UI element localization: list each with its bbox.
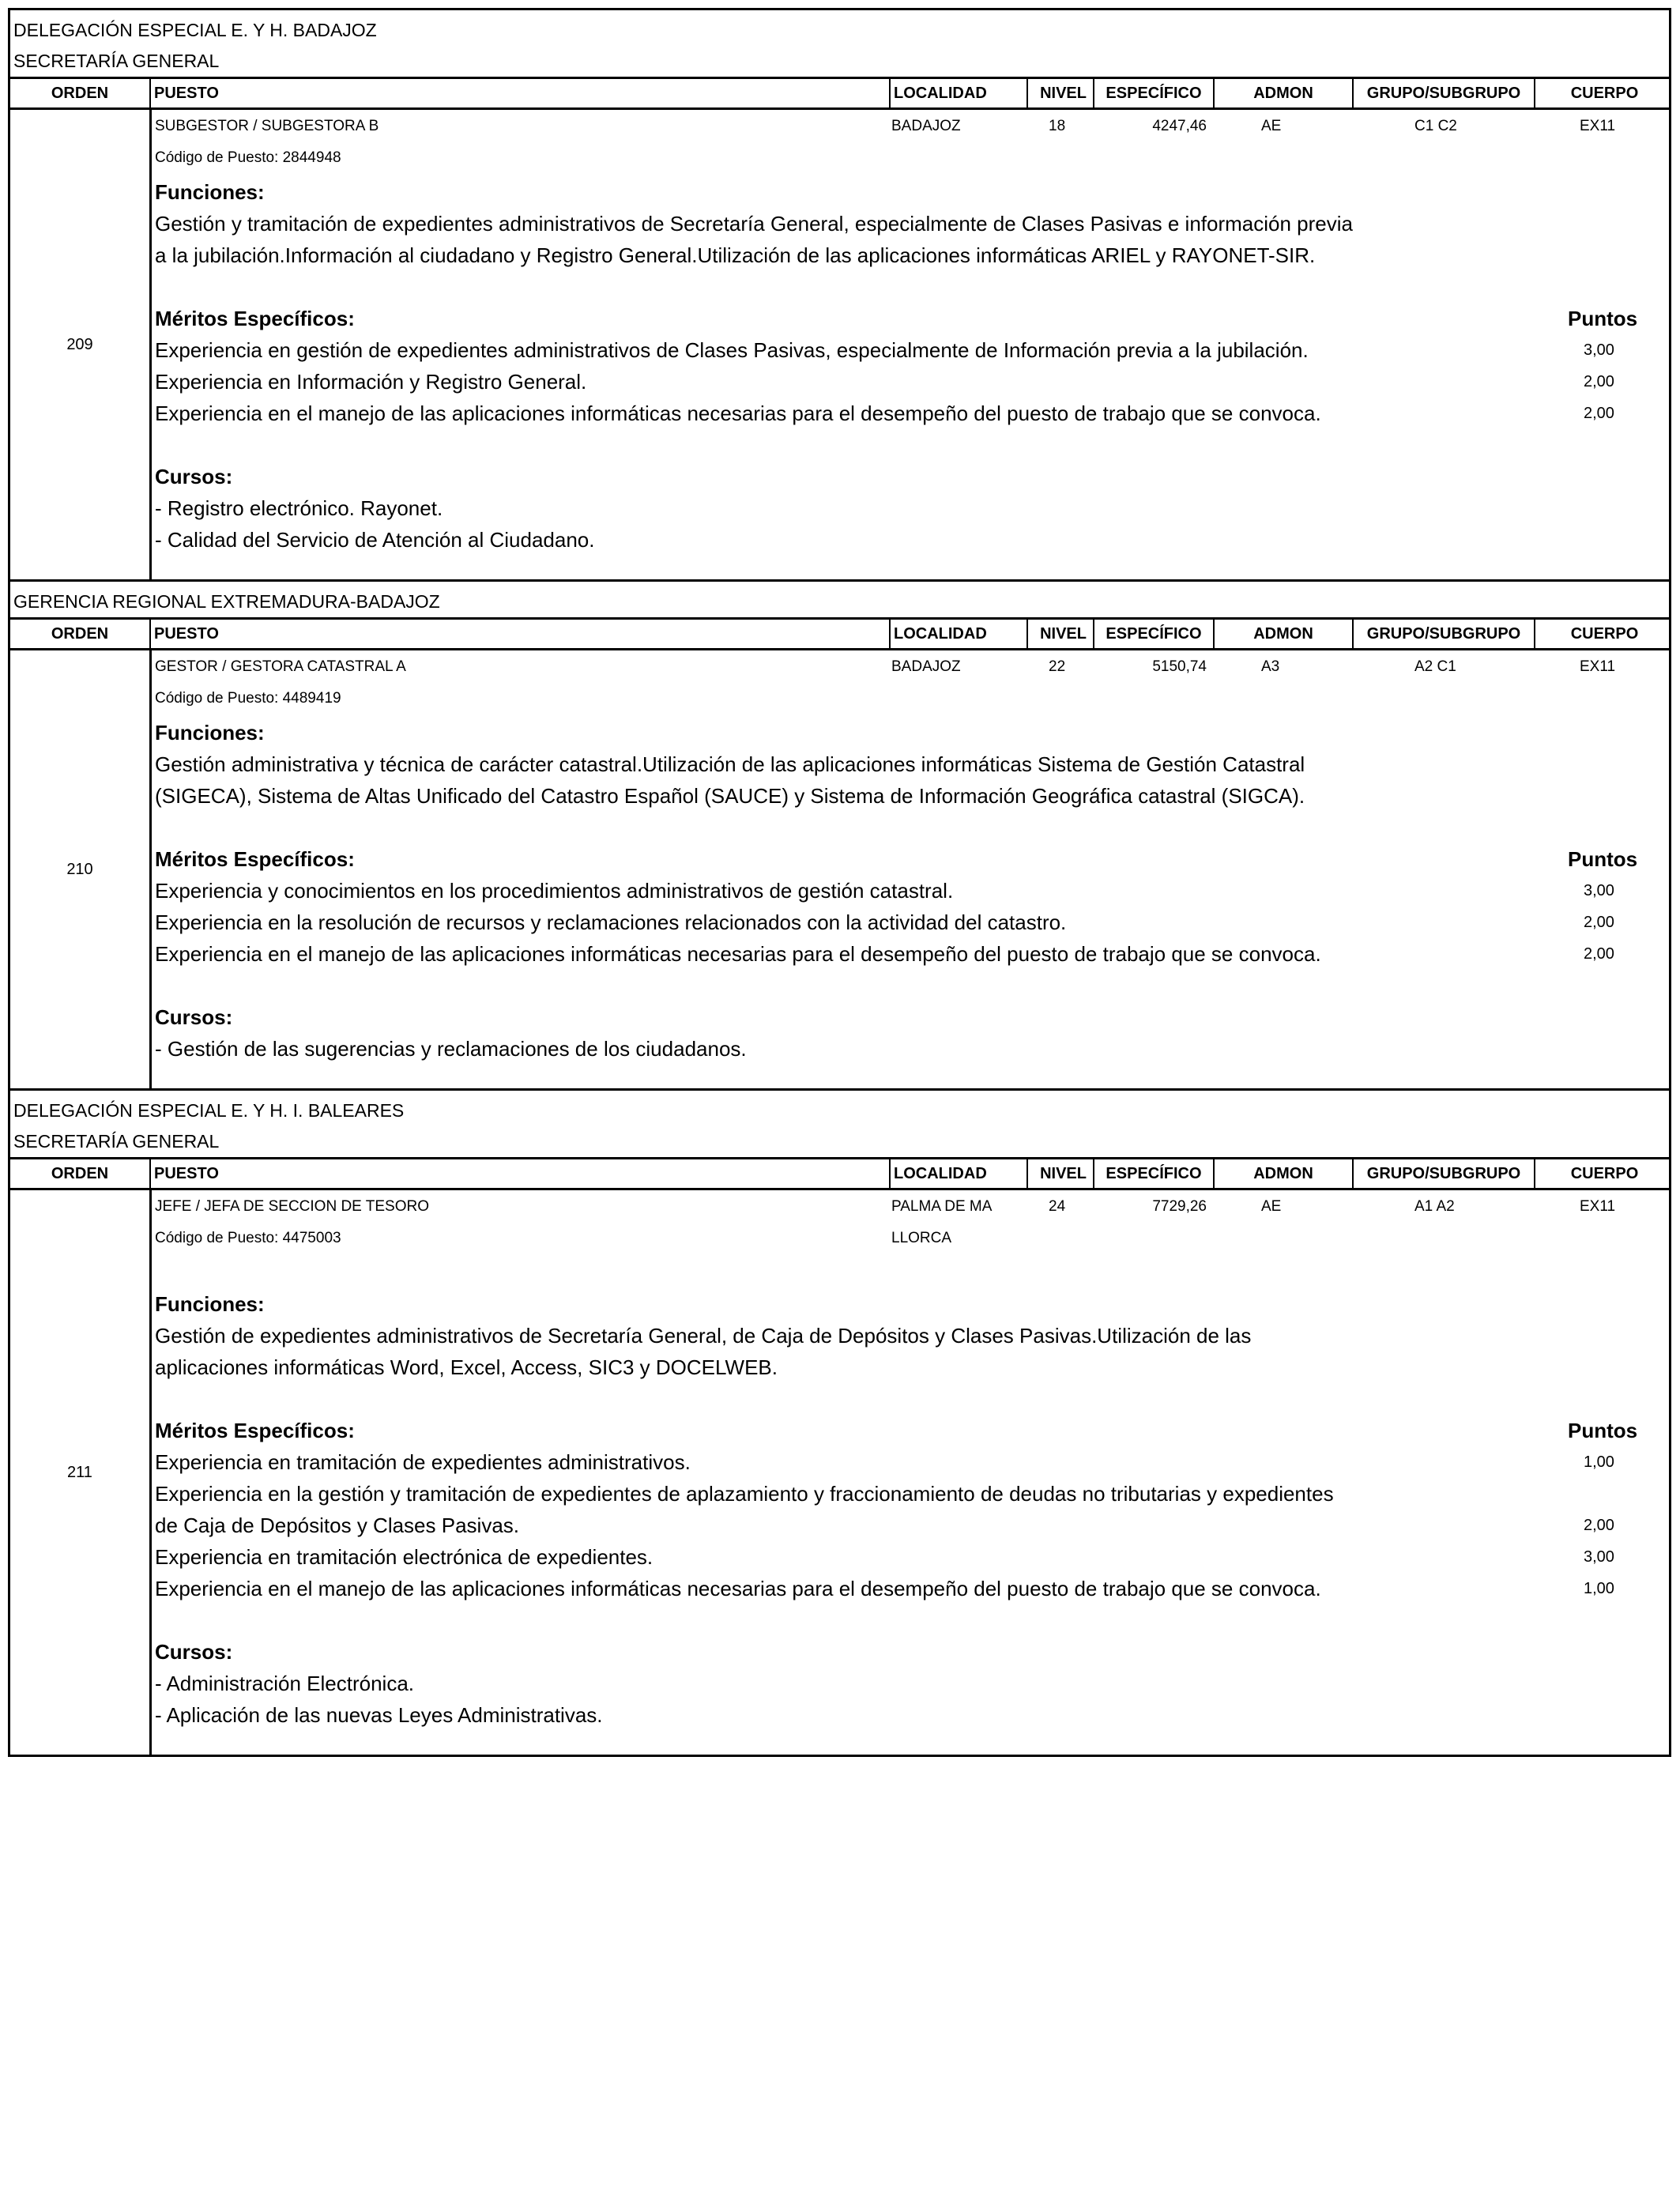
cuerpo: EX11 bbox=[1580, 118, 1616, 134]
funciones-text: a la jubilación.Información al ciudadano y Registro General.Utilización de las aplicaciones informáticas ARIEL y RAYONET-SIR. bbox=[155, 243, 1316, 267]
column-header: ADMON bbox=[1213, 1159, 1352, 1188]
column-header: ADMON bbox=[1213, 620, 1352, 648]
puesto-title: JEFE / JEFA DE SECCION DE TESORO bbox=[155, 1198, 430, 1215]
position-details bbox=[152, 650, 1669, 1088]
admon: AE bbox=[1261, 118, 1282, 134]
puntos-label: Puntos bbox=[1568, 307, 1638, 330]
merito-text: Experiencia en tramitación de expedientes administrativos. bbox=[155, 1450, 691, 1474]
funciones-label: Funciones: bbox=[155, 1292, 265, 1316]
funciones-text: aplicaciones informáticas Word, Excel, Access, SIC3 y DOCELWEB. bbox=[155, 1355, 778, 1379]
column-header: CUERPO bbox=[1534, 620, 1674, 648]
admon: A3 bbox=[1261, 658, 1280, 675]
merito-puntos: 1,00 bbox=[1584, 1453, 1614, 1471]
merito-item bbox=[155, 1573, 1669, 1604]
funciones-text: Gestión de expedientes administrativos de Secretaría General, de Caja de Depósitos y Clases Pasivas.Utilización de las bbox=[155, 1324, 1252, 1348]
position-section bbox=[8, 1088, 1671, 1757]
puntos-label: Puntos bbox=[1568, 1419, 1638, 1442]
column-header: LOCALIDAD bbox=[889, 620, 1026, 648]
funciones-text: Gestión y tramitación de expedientes administrativos de Secretaría General, especialmente de Clases Pasivas e información previa bbox=[155, 212, 1353, 236]
column-header: LOCALIDAD bbox=[889, 1159, 1026, 1188]
funciones-text: (SIGECA), Sistema de Altas Unificado del Catastro Español (SAUCE) y Sistema de Información Geográfica catastral (SIGCA). bbox=[155, 784, 1305, 808]
merito-puntos: 2,00 bbox=[1584, 1517, 1614, 1534]
meritos-label: Méritos Específicos: Puntos bbox=[155, 1415, 1669, 1446]
funciones-text: Gestión administrativa y técnica de carácter catastral.Utilización de las aplicaciones informáticas Sistema de Gestión Catastral bbox=[155, 752, 1305, 776]
puesto-title: GESTOR / GESTORA CATASTRAL A bbox=[155, 658, 406, 675]
puntos-label: Puntos bbox=[1568, 847, 1638, 871]
column-header: ORDEN bbox=[51, 625, 109, 643]
column-header: GRUPO/SUBGRUPO bbox=[1352, 1159, 1534, 1188]
nivel: 24 bbox=[1049, 1198, 1066, 1215]
summary-row bbox=[155, 1193, 1669, 1225]
nivel: 18 bbox=[1049, 118, 1066, 134]
merito-text: Experiencia en la resolución de recursos y reclamaciones relacionados con la actividad del catastro. bbox=[155, 910, 1067, 934]
heading-line: DELEGACIÓN ESPECIAL E. Y H. BADAJOZ bbox=[13, 20, 377, 40]
merito-text: Experiencia en tramitación electrónica de expedientes. bbox=[155, 1545, 654, 1569]
section-heading bbox=[10, 582, 1669, 617]
column-header: ESPECÍFICO bbox=[1093, 79, 1213, 107]
position-details bbox=[152, 110, 1669, 579]
especifico: 5150,74 bbox=[1152, 658, 1207, 675]
heading-line: SECRETARÍA GENERAL bbox=[13, 1131, 220, 1152]
column-header: CUERPO bbox=[1534, 79, 1674, 107]
codigo-row bbox=[155, 685, 1669, 717]
orden-number: 210 bbox=[10, 650, 152, 1088]
merito-item bbox=[155, 907, 1669, 938]
merito-text: Experiencia en Información y Registro General. bbox=[155, 370, 587, 394]
column-header: ADMON bbox=[1213, 79, 1352, 107]
merito-puntos: 2,00 bbox=[1584, 945, 1614, 963]
orden-number: 211 bbox=[10, 1190, 152, 1755]
spacer bbox=[155, 1383, 1669, 1415]
localidad: BADAJOZ bbox=[891, 118, 961, 134]
merito-item bbox=[155, 875, 1669, 907]
merito-item bbox=[155, 938, 1669, 970]
position-section bbox=[8, 8, 1671, 579]
column-header: NIVEL bbox=[1026, 620, 1093, 648]
merito-item bbox=[155, 1510, 1669, 1541]
cuerpo: EX11 bbox=[1580, 658, 1616, 675]
codigo-puesto: Código de Puesto: 2844948 bbox=[155, 149, 341, 166]
heading-line: DELEGACIÓN ESPECIAL E. Y H. I. BALEARES bbox=[13, 1100, 405, 1121]
summary-row bbox=[155, 654, 1669, 685]
position-row bbox=[10, 110, 1669, 579]
spacer bbox=[155, 1604, 1669, 1636]
column-header: NIVEL bbox=[1026, 79, 1093, 107]
column-header: ESPECÍFICO bbox=[1093, 1159, 1213, 1188]
localidad: PALMA DE MA bbox=[891, 1198, 993, 1215]
position-row bbox=[10, 1190, 1669, 1755]
curso-item: - Registro electrónico. Rayonet. bbox=[155, 496, 443, 520]
merito-puntos: 3,00 bbox=[1584, 882, 1614, 899]
merito-text: Experiencia en el manejo de las aplicaciones informáticas necesarias para el desempeño del puesto de trabajo que se convoca. bbox=[155, 401, 1321, 425]
orden-number: 209 bbox=[10, 110, 152, 579]
merito-puntos: 3,00 bbox=[1584, 341, 1614, 359]
column-header: PUESTO bbox=[149, 79, 889, 107]
cursos-label: Cursos: bbox=[155, 1640, 233, 1664]
position-section bbox=[8, 579, 1671, 1088]
grupo-subgrupo: C1 C2 bbox=[1414, 118, 1457, 134]
codigo-puesto: Código de Puesto: 4475003 bbox=[155, 1230, 341, 1246]
position-row bbox=[10, 650, 1669, 1088]
column-header-row bbox=[10, 77, 1669, 110]
localidad: BADAJOZ bbox=[891, 658, 961, 675]
puesto-title: SUBGESTOR / SUBGESTORA B bbox=[155, 118, 379, 134]
column-header: CUERPO bbox=[1534, 1159, 1674, 1188]
merito-puntos: 2,00 bbox=[1584, 914, 1614, 931]
merito-puntos: 3,00 bbox=[1584, 1548, 1614, 1566]
especifico: 4247,46 bbox=[1152, 118, 1207, 134]
curso-item: - Administración Electrónica. bbox=[155, 1672, 415, 1695]
codigo-puesto: Código de Puesto: 4489419 bbox=[155, 690, 341, 707]
spacer bbox=[155, 271, 1669, 303]
meritos-label: Méritos Específicos: Puntos bbox=[155, 303, 1669, 334]
column-header-row bbox=[10, 1157, 1669, 1190]
merito-puntos: 1,00 bbox=[1584, 1580, 1614, 1597]
section-heading bbox=[10, 1091, 1669, 1157]
heading-line: SECRETARÍA GENERAL bbox=[13, 51, 220, 71]
column-header: LOCALIDAD bbox=[889, 79, 1026, 107]
especifico: 7729,26 bbox=[1152, 1198, 1207, 1215]
merito-puntos: 2,00 bbox=[1584, 405, 1614, 422]
cursos-label: Cursos: bbox=[155, 1005, 233, 1029]
summary-row bbox=[155, 113, 1669, 145]
merito-item bbox=[155, 334, 1669, 366]
merito-item bbox=[155, 1541, 1669, 1573]
cursos-label: Cursos: bbox=[155, 465, 233, 488]
merito-text: Experiencia y conocimientos en los procedimientos administrativos de gestión catastral. bbox=[155, 879, 954, 903]
meritos-label: Méritos Específicos: Puntos bbox=[155, 843, 1669, 875]
column-header: PUESTO bbox=[149, 620, 889, 648]
cuerpo: EX11 bbox=[1580, 1198, 1616, 1215]
merito-text: Experiencia en el manejo de las aplicaciones informáticas necesarias para el desempeño del puesto de trabajo que se convoca. bbox=[155, 942, 1321, 966]
codigo-row bbox=[155, 145, 1669, 176]
merito-text: Experiencia en el manejo de las aplicaciones informáticas necesarias para el desempeño del puesto de trabajo que se convoca. bbox=[155, 1577, 1321, 1600]
curso-item: - Gestión de las sugerencias y reclamaciones de los ciudadanos. bbox=[155, 1037, 747, 1061]
heading-line: GERENCIA REGIONAL EXTREMADURA-BADAJOZ bbox=[13, 591, 440, 612]
funciones-label: Funciones: bbox=[155, 180, 265, 204]
grupo-subgrupo: A1 A2 bbox=[1414, 1198, 1455, 1215]
merito-item bbox=[155, 1446, 1669, 1478]
nivel: 22 bbox=[1049, 658, 1066, 675]
column-header: PUESTO bbox=[149, 1159, 889, 1188]
merito-item bbox=[155, 1478, 1669, 1510]
column-header: ESPECÍFICO bbox=[1093, 620, 1213, 648]
admon: AE bbox=[1261, 1198, 1282, 1215]
column-header-row bbox=[10, 617, 1669, 650]
merito-text: de Caja de Depósitos y Clases Pasivas. bbox=[155, 1514, 520, 1537]
column-header: NIVEL bbox=[1026, 1159, 1093, 1188]
codigo-row bbox=[155, 1225, 1669, 1257]
merito-item bbox=[155, 366, 1669, 398]
spacer bbox=[155, 429, 1669, 461]
spacer bbox=[155, 1257, 1669, 1288]
column-header: ORDEN bbox=[51, 85, 109, 102]
document-page bbox=[8, 8, 1671, 1757]
merito-item bbox=[155, 398, 1669, 429]
funciones-label: Funciones: bbox=[155, 721, 265, 745]
curso-item: - Calidad del Servicio de Atención al Ciudadano. bbox=[155, 528, 595, 552]
merito-text: Experiencia en gestión de expedientes administrativos de Clases Pasivas, especialmente de Información previa a la jubilación. bbox=[155, 338, 1309, 362]
merito-text: Experiencia en la gestión y tramitación de expedientes de aplazamiento y fraccionamiento de deudas no tributarias y expedientes bbox=[155, 1482, 1334, 1506]
localidad-continued: LLORCA bbox=[891, 1230, 952, 1246]
column-header: GRUPO/SUBGRUPO bbox=[1352, 620, 1534, 648]
merito-puntos: 2,00 bbox=[1584, 373, 1614, 390]
grupo-subgrupo: A2 C1 bbox=[1414, 658, 1456, 675]
spacer bbox=[155, 970, 1669, 1001]
column-header: ORDEN bbox=[51, 1165, 109, 1182]
curso-item: - Aplicación de las nuevas Leyes Administrativas. bbox=[155, 1703, 603, 1727]
column-header: GRUPO/SUBGRUPO bbox=[1352, 79, 1534, 107]
section-heading bbox=[10, 10, 1669, 77]
spacer bbox=[155, 812, 1669, 843]
position-details bbox=[152, 1190, 1669, 1755]
